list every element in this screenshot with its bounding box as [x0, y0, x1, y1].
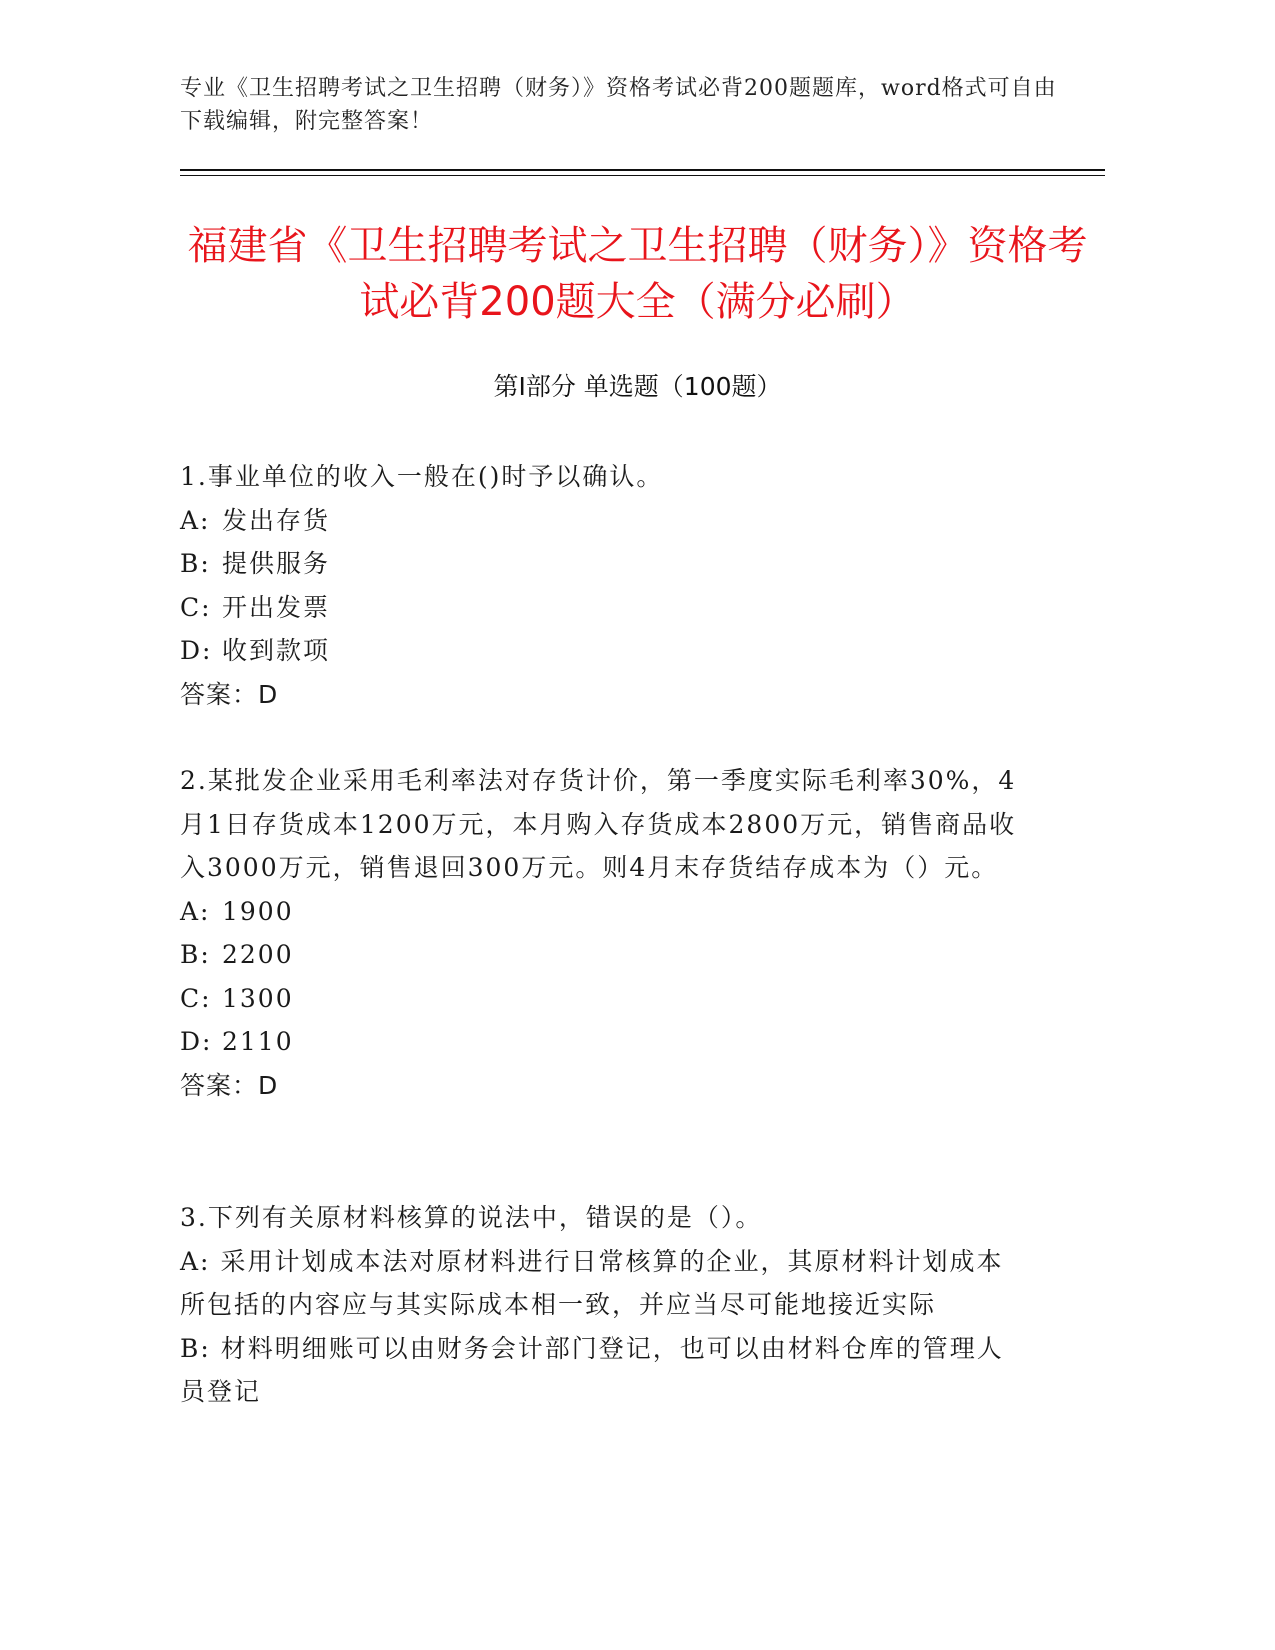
option-text: 材料明细账可以由财务会计部门登记，也可以由材料仓库的管理人员登记: [180, 1333, 1004, 1406]
option-d: [180, 629, 1030, 673]
option-c: [180, 977, 1030, 1021]
option-letter: A:: [180, 505, 211, 535]
option-text: 采用计划成本法对原材料进行日常核算的企业，其原材料计划成本所包括的内容应与其实际成本相一致，并应当尽可能地接近实际: [180, 1246, 1004, 1319]
question-3: [180, 1196, 1030, 1414]
section-title: 第Ⅰ部分 单选题（100题）: [493, 372, 782, 401]
question-text: 2.某批发企业采用毛利率法对存货计价，第一季度实际毛利率30%，4月1日存货成本1200万元，本月购入存货成本2800万元，销售商品收入3000万元，销售退回300万元。则4月末存货结存成本为（）元。: [180, 766, 1017, 882]
option-text: 开出发票: [222, 592, 331, 622]
option-letter: B:: [180, 549, 211, 578]
option-b: [180, 542, 1030, 586]
option-text: 2110: [222, 1027, 294, 1056]
option-letter: B:: [180, 1333, 211, 1363]
option-letter: A:: [180, 1246, 211, 1276]
option-a: [180, 890, 1030, 934]
option-letter: C:: [180, 592, 212, 622]
option-d: [180, 1020, 1030, 1064]
option-b: [180, 933, 1030, 977]
option-text: 1300: [222, 983, 294, 1013]
option-b: [180, 1327, 1030, 1414]
option-letter: A:: [180, 896, 211, 926]
option-a: [180, 499, 1030, 543]
question-text: 1.事业单位的收入一般在()时予以确认。: [180, 462, 664, 491]
option-text: 发出存货: [222, 505, 331, 535]
answer-line: 答案：D: [180, 679, 279, 709]
option-letter: D:: [180, 636, 213, 665]
option-letter: B:: [180, 940, 211, 969]
document-title: 福建省《卫生招聘考试之卫生招聘（财务）》资格考试必背200题大全（满分必刷）: [187, 223, 1088, 325]
option-text: 1900: [222, 896, 294, 926]
header-note: 专业《卫生招聘考试之卫生招聘（财务）》资格考试必背200题题库，word格式可自由下载编辑，附完整答案！: [180, 76, 1057, 134]
question-text: 3.下列有关原材料核算的说法中，错误的是（）。: [180, 1203, 763, 1232]
header-divider-thick: [180, 169, 1105, 171]
answer-line: 答案：D: [180, 1070, 279, 1100]
option-c: [180, 586, 1030, 630]
option-text: 提供服务: [222, 549, 331, 578]
option-a: [180, 1240, 1030, 1327]
option-text: 收到款项: [222, 636, 331, 665]
question-1: [180, 455, 1030, 716]
option-letter: C:: [180, 983, 212, 1013]
header-divider-thin: [180, 175, 1105, 176]
option-letter: D:: [180, 1027, 213, 1056]
option-text: 2200: [222, 940, 294, 969]
question-2: [180, 759, 1030, 1107]
